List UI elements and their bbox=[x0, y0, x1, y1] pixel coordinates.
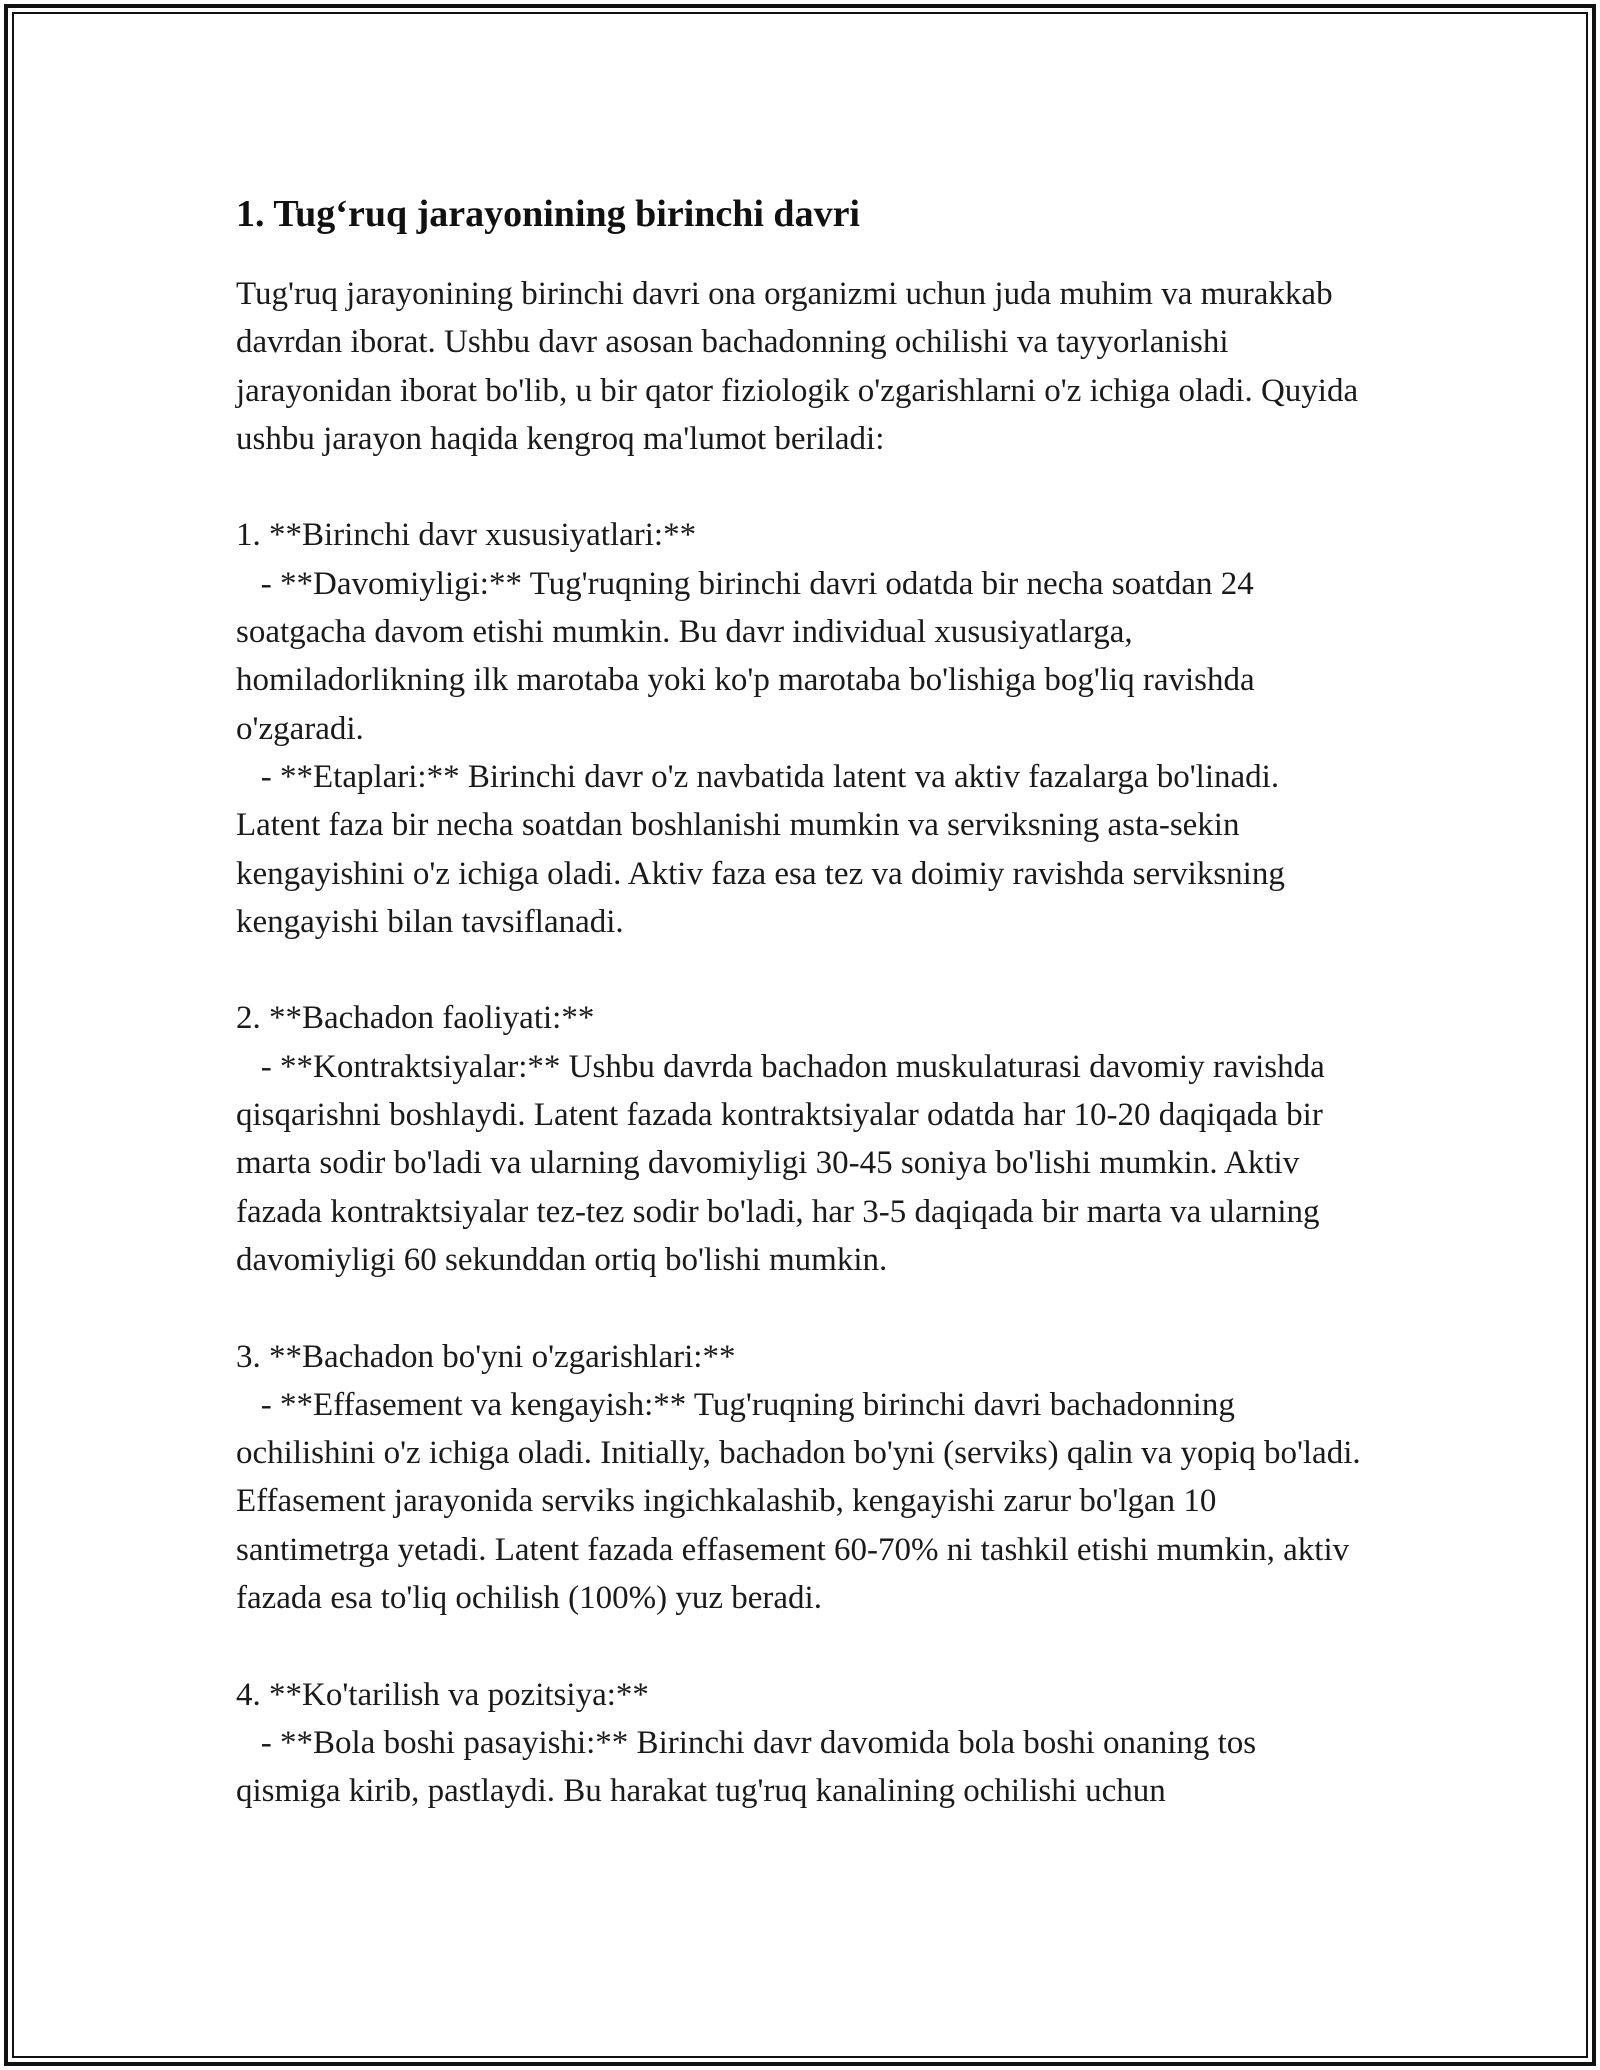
section-3-item-1: - **Effasement va kengayish:** Tug'ruqning birinchi davri bachadonning ochilishini o'z ichiga oladi. Initially, bachadon bo'yni (serviks) qalin va yopiq bo'ladi. Effasement jarayonida serviks ingichkalashib, kengayishi zarur bo'lgan 10 santimetrga yetadi. Latent fazada effasement 60-70% ni tashkil etishi mumkin, aktiv fazada esa to'liq ochilish (100%) yuz beradi. bbox=[236, 1386, 1369, 1617]
section-1-item-2: - **Etaplari:** Birinchi davr o'z navbatida latent va aktiv fazalarga bo'linadi. Latent faza bir necha soatdan boshlanishi mumkin va serviksning asta-sekin kengayishini o'z ichiga oladi. Aktiv faza esa tez va doimiy ravishda serviksning kengayishi bilan tavsiflanadi. bbox=[236, 758, 1294, 940]
section-1-item-1: - **Davomiyligi:** Tug'ruqning birinchi davri odatda bir necha soatdan 24 soatgacha davom etishi mumkin. Bu davr individual xususiyatlarga, homiladorlikning ilk marotaba yoki ko'p marotaba bo'lishiga bog'liq ravishda o'zgaradi. bbox=[236, 565, 1263, 747]
section-2-item-1: - **Kontraktsiyalar:** Ushbu davrda bachadon muskulaturasi davomiy ravishda qisqarishni boshlaydi. Latent fazada kontraktsiyalar odatda har 10-20 daqiqada bir marta sodir bo'ladi va ularning davomiyligi 30-45 soniya bo'lishi mumkin. Aktiv fazada kontraktsiyalar tez-tez sodir bo'ladi, har 3-5 daqiqada bir marta va ularning davomiyligi 60 sekunddan ortiq bo'lishi mumkin. bbox=[236, 1048, 1333, 1278]
section-4-title: 4. **Ko'tarilish va pozitsiya:** bbox=[236, 1676, 649, 1713]
section-3-title: 3. **Bachadon bo'yni o'zgarishlari:** bbox=[236, 1338, 736, 1375]
section-4-item-1: - **Bola boshi pasayishi:** Birinchi davr davomida bola boshi onaning tos qismiga kirib, pastlaydi. Bu harakat tug'ruq kanalining ochilishi uchun bbox=[236, 1724, 1265, 1810]
paragraph-gap bbox=[236, 1622, 1366, 1670]
paragraph-gap bbox=[236, 1284, 1366, 1332]
intro-paragraph: Tug'ruq jarayonining birinchi davri ona organizmi uchun juda muhim va murakkab davrdan iborat. Ushbu davr asosan bachadonning ochilishi va tayyorlanishi jarayonidan iborat bo'lib, u bir qator fiziologik o'zgarishlarni o'z ichiga oladi. Quyida ushbu jarayon haqida kengroq ma'lumot beriladi: bbox=[236, 276, 1367, 457]
paragraph-gap bbox=[236, 946, 1366, 994]
document-page bbox=[236, 190, 1369, 1816]
paragraph-gap bbox=[236, 463, 1366, 511]
section-heading: 1. Tug‘ruq jarayonining birinchi davri bbox=[236, 193, 860, 235]
section-1-title: 1. **Birinchi davr xususiyatlari:** bbox=[236, 517, 697, 554]
section-2-title: 2. **Bachadon faoliyati:** bbox=[236, 1000, 595, 1037]
